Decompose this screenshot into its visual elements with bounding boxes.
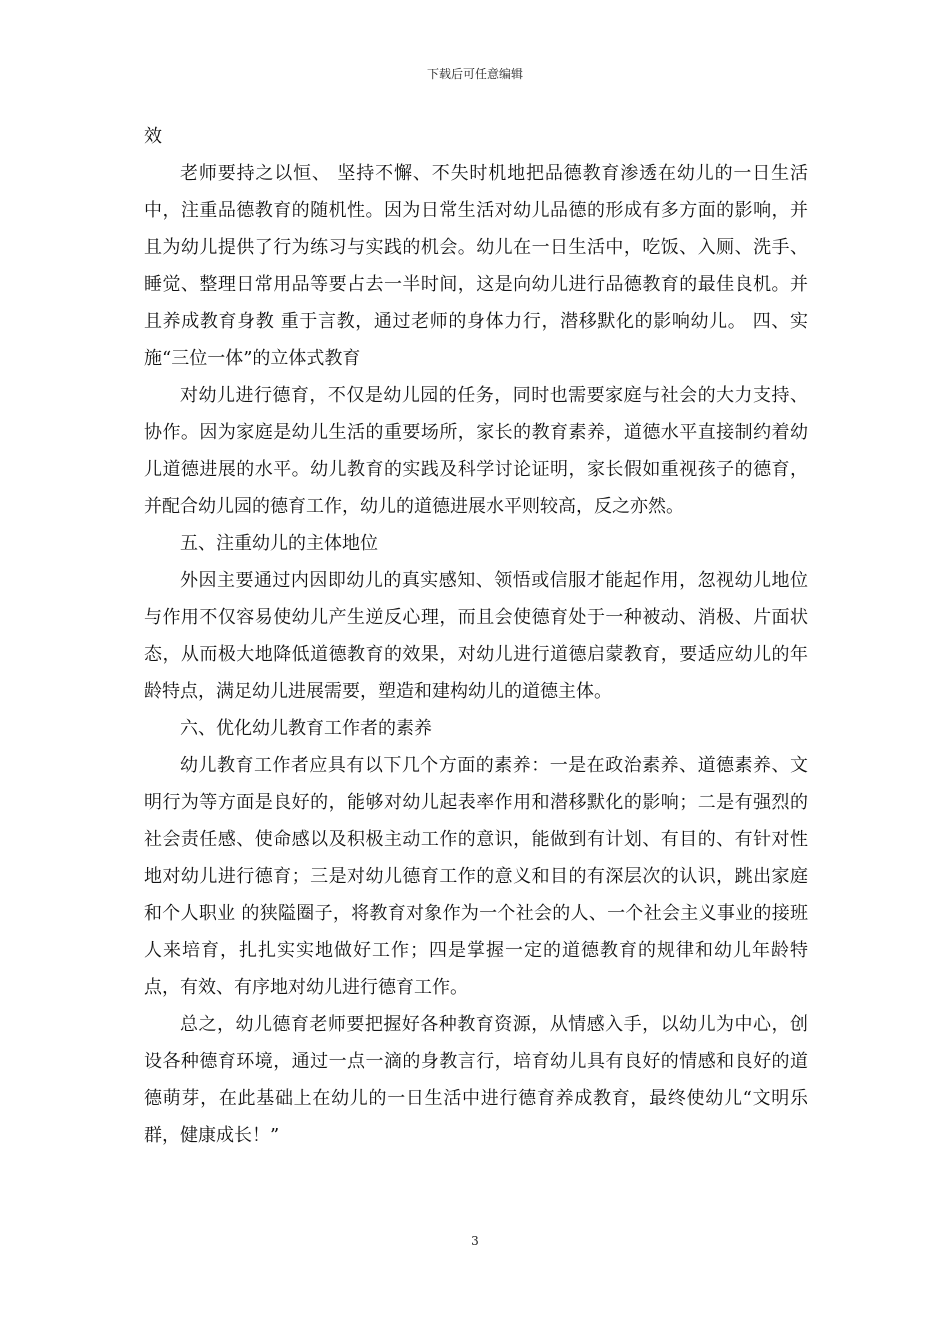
paragraph-daily-life-education: 老师要持之以恒、 坚持不懈、不失时机地把品德教育渗透在幼儿的一日生活中，注重品德教育的随机性。因为日常生活对幼儿品德的形成有多方面的影响，并且为幼儿提供了行为练习与实践的机会。幼儿在一日生活中，吃饭、入厕、洗手、睡觉、整理日常用品等要占去一半时间，这是向幼儿进行品德教育的最佳良机。并且养成教育身教 重于言教，通过老师的身体力行，潜移默化的影响幼儿。 四、实施“三位一体”的立体式教育 <box>144 163 808 369</box>
paragraph-continuation: 效 <box>144 126 162 147</box>
paragraph-child-subject: 外因主要通过内因即幼儿的真实感知、领悟或信服才能起作用，忽视幼儿地位与作用不仅容易使幼儿产生逆反心理，而且会使德育处于一种被动、消极、片面状态，从而极大地降低道德教育的效果，对幼儿进行道德启蒙教育，要适应幼儿的年龄特点，满足幼儿进展需要，塑造和建构幼儿的道德主体。 <box>144 570 808 702</box>
page-number: 3 <box>471 1234 479 1248</box>
paragraph-conclusion: 总之，幼儿德育老师要把握好各种教育资源，从情感入手，以幼儿为中心，创设各种德育环境，通过一点一滴的身教言行，培育幼儿具有良好的情感和良好的道德萌芽，在此基础上在幼儿的一日生活中进行德育养成教育，最终使幼儿“文明乐群，健康成长！” <box>144 1014 808 1146</box>
document-body <box>144 118 808 1154</box>
page-header: 下载后可任意编辑 <box>426 67 523 81</box>
paragraph-family-cooperation: 对幼儿进行德育，不仅是幼儿园的任务，同时也需要家庭与社会的大力支持、协作。因为家庭是幼儿生活的重要场所，家长的教育素养，道德水平直接制约着幼儿道德进展的水平。幼儿教育的实践及科学讨论证明，家长假如重视孩子的德育，并配合幼儿园的德育工作，幼儿的道德进展水平则较高，反之亦然。 <box>144 385 808 517</box>
section-heading-child-subject: 五、注重幼儿的主体地位 <box>180 533 378 554</box>
section-heading-educator-quality: 六、优化幼儿教育工作者的素养 <box>180 718 432 739</box>
paragraph-educator-quality: 幼儿教育工作者应具有以下几个方面的素养：一是在政治素养、道德素养、文明行为等方面是良好的，能够对幼儿起表率作用和潜移默化的影响；二是有强烈的社会责任感、使命感以及积极主动工作的意识，能做到有计划、有目的、有针对性地对幼儿进行德育；三是对幼儿德育工作的意义和目的有深层次的认识，跳出家庭和个人职业 的狭隘圈子，将教育对象作为一个社会的人、一个社会主义事业的接班人来培育，扎扎实实地做好工作；四是掌握一定的道德教育的规律和幼儿年龄特点，有效、有序地对幼儿进行德育工作。 <box>144 755 808 998</box>
